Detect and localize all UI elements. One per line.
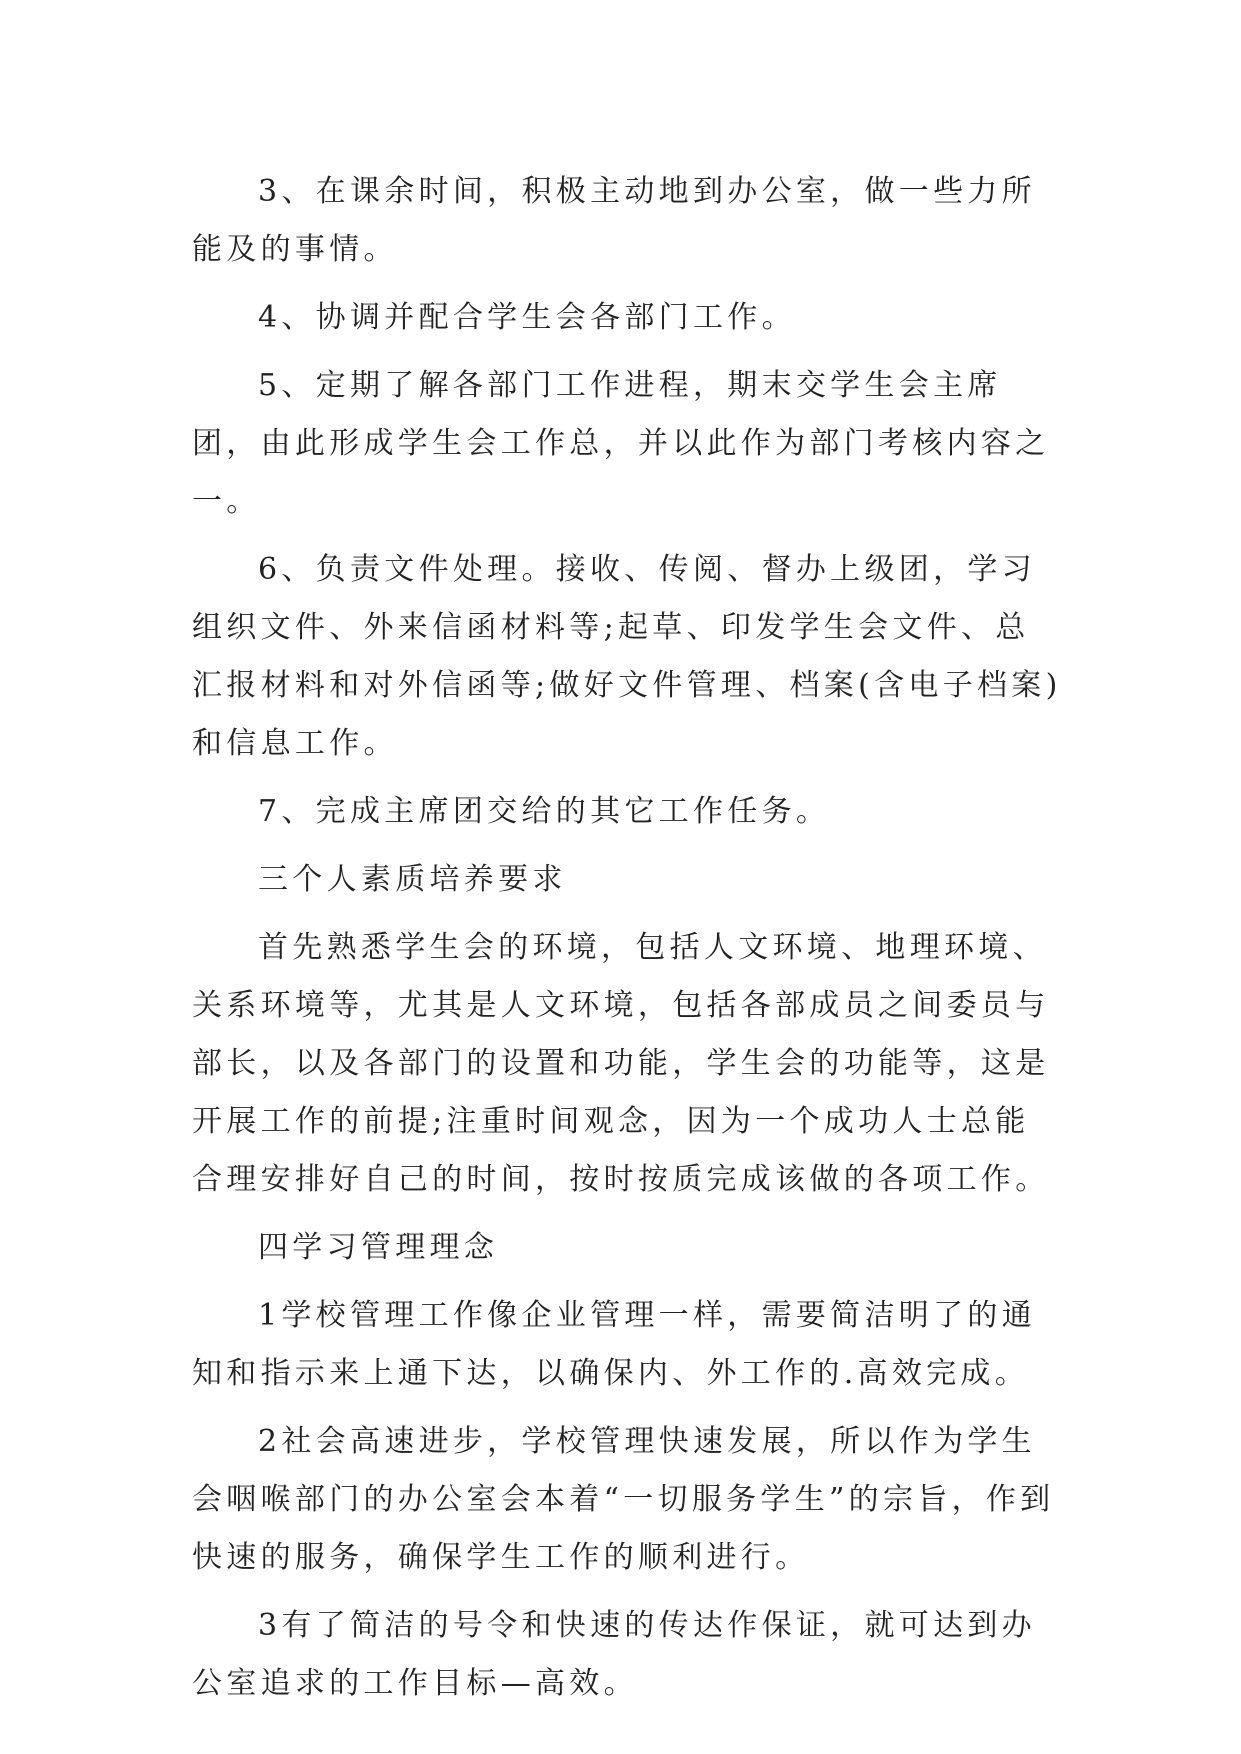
paragraph-item-4: 4、协调并配合学生会各部门工作。 <box>258 300 796 335</box>
paragraph-management-2: 2社会高速进步，学校管理快速发展，所以作为学生会咽喉部门的办公室会本着“一切服务学生”的宗旨，作到快速的服务，确保学生工作的顺利进行。 <box>192 1424 1055 1575</box>
paragraph-management-1: 1学校管理工作像企业管理一样，需要简洁明了的通知和指示来上通下达，以确保内、外工作的.高效完成。 <box>192 1298 1036 1391</box>
paragraph-item-5: 5、定期了解各部门工作进程，期末交学生会主席团，由此形成学生会工作总，并以此作为部门考核内容之一。 <box>192 368 1050 519</box>
document-body <box>192 163 1062 1723</box>
paragraph-management-3: 3有了简洁的号令和快速的传达作保证，就可达到办公室追求的工作目标—高效。 <box>192 1608 1036 1701</box>
section-heading-quality: 三个人素质培养要求 <box>258 862 567 897</box>
paragraph-item-3: 3、在课余时间，积极主动地到办公室，做一些力所能及的事情。 <box>192 174 1036 267</box>
paragraph-item-6: 6、负责文件处理。接收、传阅、督办上级团，学习组织文件、外来信函材料等;起草、印发学生会文件、总汇报材料和对外信函等;做好文件管理、档案(含电子档案)和信息工作。 <box>192 552 1062 761</box>
section-heading-management: 四学习管理理念 <box>258 1230 499 1265</box>
paragraph-item-7: 7、完成主席团交给的其它工作任务。 <box>258 794 831 829</box>
paragraph-quality-body: 首先熟悉学生会的环境，包括人文环境、地理环境、关系环境等，尤其是人文环境，包括各部成员之间委员与部长，以及各部门的设置和功能，学生会的功能等，这是开展工作的前提;注重时间观念，因为一个成功人士总能合理安排好自己的时间，按时按质完成该做的各项工作。 <box>192 930 1050 1197</box>
